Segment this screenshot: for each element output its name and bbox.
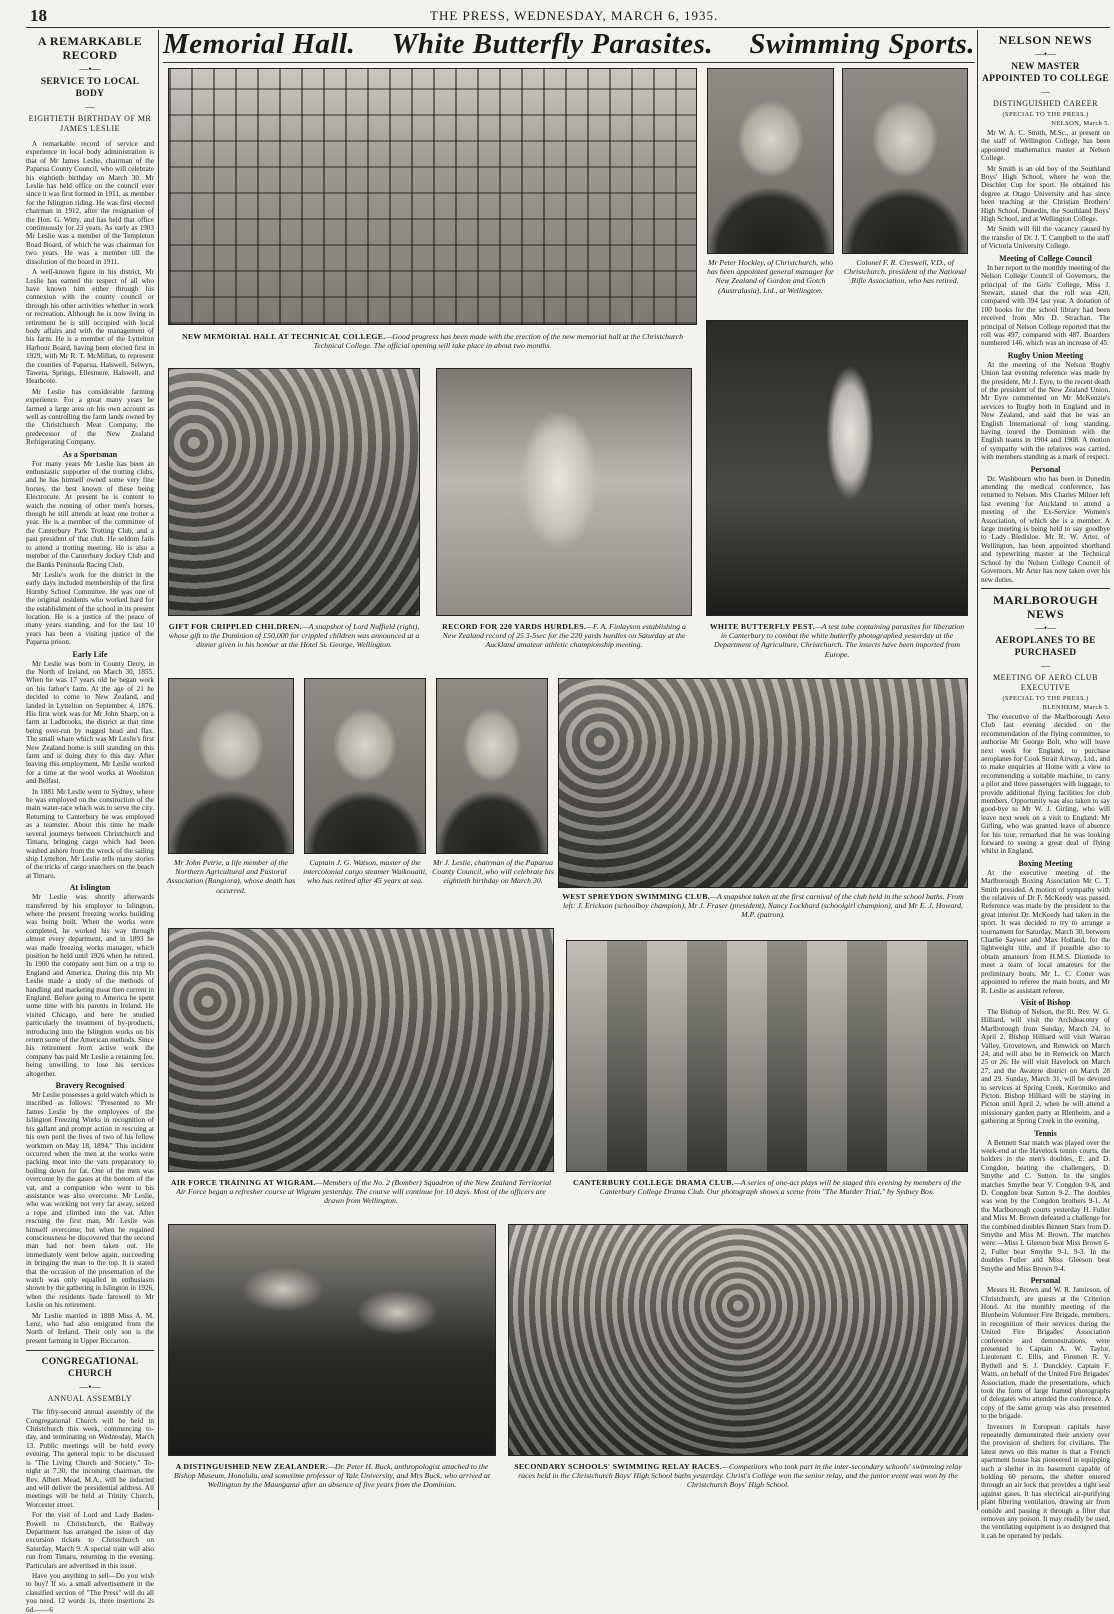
article-heading: CONGREGATIONAL CHURCH [41, 1357, 139, 1380]
air-force-caption [166, 1178, 556, 1206]
column-rule-left [158, 30, 159, 1510]
drama-club-photo [566, 940, 968, 1172]
article-paragraph: A remarkable record of service and experience in local body administration is that of Mr James Leslie, chairman of the Paparua County Council, who will celebrate his eightieth birthday on March 30. Mr Leslie has held office on the council ever since it was first formed in 1911, as member for the Islington riding. He was first elected chairman in 1912, after the resignation of the Hon. G. Witty, and has held that office continuously for 23 years. As early as 1903 Mr Leslie was a member of the Templeton Road Board, of which he was chairman for two years. He was a member till the dissolution of the board in 1911. [26, 140, 154, 266]
leslie-caption [432, 858, 554, 886]
caption-title: SECONDARY SCHOOLS' SWIMMING RELAY RACES. [514, 1462, 723, 1471]
creswell-portrait-photo [842, 68, 968, 254]
page-number: 18 [30, 6, 47, 25]
hurdles-photo [436, 368, 692, 616]
section-rule [26, 1350, 154, 1351]
caption-body: Colonel F. R. Creswell, V.D., of Christchurch, president of the National Rifle Association, who has retired. [843, 258, 967, 286]
article-heading: A REMARKABLE RECORD [37, 34, 143, 62]
banner-part: White Butterfly Parasites. [391, 28, 714, 60]
divider: —•— [1034, 49, 1057, 59]
banner-rule [163, 62, 975, 63]
nuffield-dinner-photo [168, 368, 420, 616]
caption-body: Mr Peter Hockley, of Christchurch, who has been appointed general manager for New Zealand of Gordon and Gotch (Australasia), Ltd., at Wellington. [706, 258, 835, 295]
article-paragraph: For many years Mr Leslie has been an enthusiastic supporter of the trotting clubs, and he has himself owned some very fine horses, the best known of these being Electrocute. At present he is content to watch the running of other men's horses, though he still attends at least one trotter a year. He is a member of the committee of the Canterbury Park Trotting Club, and a past president of that club. He seldom fails to attend a trotting meeting. He is also a member of the Canterbury Jockey Club and the Banks Peninsula Racing Club. [26, 459, 154, 569]
article-subheading: AEROPLANES TO BE PURCHASED [995, 635, 1096, 658]
right-column [981, 30, 1110, 1540]
caption-title: A DISTINGUISHED NEW ZEALANDER. [175, 1462, 328, 1471]
watson-portrait-photo [304, 678, 426, 854]
drama-club-caption [564, 1178, 970, 1196]
petrie-portrait-photo [168, 678, 294, 854]
article-paragraph: The executive of the Marlborough Aero Club last evening decided on the recommendation of the flying committee, to authorise Mr George Bolt, who will leave next week for England, to purchase aeroplanes for Cook Strait Airway, Ltd., and to make enquiries at Home with a view to recommending a suitable machine, to carry a pilot and three passengers with luggage, to provide additional flying facilities for club members. Opportunity was also taken to say good-bye to Mr W. J. Girling, who will leave next week on a visit to England. Mr Girling, who was granted leave of absence for his tour, remarked that he was looking forward to seeing a great deal of flying whilst in England. [981, 712, 1110, 856]
section-subhead: Visit of Bishop [1020, 997, 1071, 1007]
article-paragraph: For the visit of Lord and Lady Baden-Powell to Christchurch, the Railway Department has arranged the issue of day excursion tickets to Christchurch on Saturday, March 9. A special train will also run from Timaru, returning in the evening. Particulars are advertised in this issue. [26, 1511, 154, 1570]
caption-title: NEW MEMORIAL HALL AT TECHNICAL COLLEGE. [182, 332, 386, 341]
caption-title: CANTERBURY COLLEGE DRAMA CLUB. [573, 1178, 734, 1187]
section-subhead: Bravery Recognised [55, 1081, 125, 1091]
watson-caption [300, 858, 430, 886]
dateline: NELSON, March 5. [1051, 120, 1110, 127]
article-paragraph: A Bennett Star match was played over the week-end at the Havelock tennis courts, the holders in the men's doubles, E. and D. Congdon, beating the challengers, D. Smythe and C. Sutton. In the singles matches Smythe beat V. Congdon 9-8, and D. Congdon beat Sutton 9-2. The doubles was won by the Congdon brothers 9-1. At the Marlborough courts yesterday H. Fuller and Miss M. Brown defeated a challenge for the combined doubles Bennett Stars from D. Smythe and Miss M. Brown. The matches were:—Miss I. Gleeson beat Miss Brown 6-2, Fuller beat Smythe 9-1, 9-3. In the doubles Fuller and Miss Gleeson beat Smythe and Miss Brown 9-4. [981, 1138, 1110, 1273]
crippled-children-caption [168, 622, 420, 650]
hockley-portrait-photo [707, 68, 834, 254]
divider: —•— [1034, 622, 1057, 633]
left-column [26, 30, 154, 1614]
section-subhead: At Islington [69, 883, 111, 893]
section-subhead: Personal [1030, 464, 1061, 474]
article-subsubheading: EIGHTIETH BIRTHDAY OF MR JAMES LESLIE [28, 114, 152, 133]
creswell-caption [838, 258, 972, 286]
divider: —•— [79, 1382, 101, 1393]
buck-couple-photo [168, 1224, 496, 1456]
caption-body: —Good progress has been made with the erection of the new memorial hall at the Christchurch Technical College. The official opening will take place in about two months. [313, 332, 683, 351]
article-paragraph: Mr W. A. C. Smith, M.Sc., at present on the staff of Wellington College, has been appointed mathematics master at Nelson College. [981, 129, 1110, 163]
dateline: BLENHEIM, March 5. [1042, 703, 1110, 711]
special-byline: (SPECIAL TO THE PRESS.) [1002, 694, 1089, 702]
caption-body: —F. A. Finlayson establishing a New Zealand record of 25 3-5sec for the 220 yards hurdles on Saturday at the Auckland amateur athletic championship meeting. [442, 622, 686, 650]
hurdles-caption [436, 622, 692, 650]
memorial-hall-photo [168, 68, 697, 325]
hockley-caption [704, 258, 837, 295]
relay-swimmers-photo [508, 1224, 968, 1456]
caption-title: WHITE BUTTERFLY PEST. [709, 622, 815, 631]
article-paragraph: Mr Leslie has considerable farming experience. For a great many years he farmed a large area on his own account as well as controlling the farm lands owned by the Christchurch Meat Company, the predecessor of the New Zealand Refrigerating Company. [26, 387, 154, 447]
caption-body: —Dr. Peter H. Buck, anthropologist attached to the Bishop Museum, Honolulu, and sometime professor of Yale University, and Mrs Buck, who arrived at Wellington by the Maunganui after an absence of five years from the Dominion. [173, 1462, 491, 1490]
memorial-hall-caption [168, 332, 697, 350]
caption-body: —A series of one-act plays will be staged this evening by members of the Canterbury College Drama Club. Our photograph shows a scene from "The Murder Trial," by Sydney Box. [599, 1178, 961, 1197]
article-heading: MARLBOROUGH NEWS [993, 592, 1098, 621]
article-paragraph: Mr Leslie's work for the district in the early days included membership of the first Hornby School Committee. He was one of the original residents who worked hard for the establishment of the school in its present location. He is a justice of the peace of many years standing, and for the last 10 years has been a visiting justice of the Paparua prison. [26, 570, 154, 647]
article-paragraph: The Bishop of Nelson, the Rt. Rev. W. G. Hilliard, will visit the Archdeaconry of Marlborough from Sunday, March 24, to April 2. Bishop Hilliard will visit Wairau Valley, Grovetown, and Renwick on March 24, and will also be in Renwick on March 25 or 26. He will visit Havelock on March 27, and the Awatere district on March 28 and 29. Sunday, March 31, will be devoted to services at Spring Creek, Koromiko and Picton. Bishop Hilliard will be staying in Picton until April 2, when he will attend a missionary garden party at Blenheim, and a gathering at Spring Creek in the evening. [981, 1007, 1110, 1126]
article-paragraph: Dr. Washbourn who has been in Dunedin attending the medical conference, has returned to Nelson. Mrs Charles Milner left last evening for Auckland to attend a meeting of the Ex-Service Women's Association, of which she is a member. A large meeting is being held to say goodbye to Lady Bledisloe. Mr R. W. Arter, of Wellington, has been appointed shorthand and typewriting master at the Technical School by the Nelson College Council of Governors. Mr Arter has now taken over his new duties. [981, 474, 1110, 584]
article-subheading: ANNUAL ASSEMBLY [47, 1394, 133, 1404]
article-paragraph: Mr Smith will fill the vacancy caused by the transfer of Dr. J. T. Campbell to the staff of Victoria University College. [981, 225, 1110, 251]
butterfly-test-tube-photo [706, 320, 968, 616]
article-paragraph: At the meeting of the Nelson Rugby Union last evening reference was made by the president, Mr J. Eyre, to the recent death of the president of the New Zealand Union, Mr Eyre commented on Mr McKenzie's services to Rugby both in England and in New Zealand, and said that he was an English International of long standing, having toured the Dominion with the English teams in 1904 and 1908. A motion of sympathy with the relatives was carried, with members standing as a mark of respect. [981, 360, 1110, 462]
classified-advert: Have you anything to sell—Do you wish to buy? If so, a small advertisement in the classified section of "The Press" will do all you need. 12 words 1s, three insertions 2s 6d.——6 [26, 1571, 154, 1614]
divider: — [85, 102, 95, 112]
article-paragraph: Mr Leslie was shortly afterwards transferred by his employer to Islington, where the present freezing works building was being built. When the works were completed, he worked his way through almost every department, and in 1893 he was made freezing works manager, which position he held until 1926 when he retired. In 1900 the company sent him on a trip to England and America. During this trip Mr Leslie made a study of the methods of handling and marketing meat then current in England. Before going to America he spent some time with his parents in Ireland. He visited Chicago, and here he studied particularly the treatment of by-products, introducing into the Islington works on his return some of the American methods. Since his retirement from active work the company has paid Mr Leslie a retaining fee, being unwilling to lose his services altogether. [26, 893, 154, 1078]
article-paragraph: At the executive meeting of the Marlborough Boxing Association Mr C. T. Smith presided. A motion of sympathy with the relatives of Dr F. McKeedy was passed. Reference was made by the president to the great interest Dr. McKeedy had taken in the sport. It was decided to try to arrange a tournament for Saturday, March 30, between Charlie Saywer and Max Holland, for the lightweight title, and if possible also to obtain amateurs from H.M.S. Diomede to meet a team of local amateurs for the preliminary bouts. Mr L. C. Cotter was appointed to referee the main bouts, and Mr R. Leslie as assistant referee. [981, 868, 1110, 995]
caption-title: RECORD FOR 220 YARDS HURDLES. [442, 622, 587, 631]
butterfly-caption [706, 622, 968, 659]
caption-body: —Members of the No. 2 (Bomber) Squadron of the New Zealand Territorial Air Force began a refresher course at Wigram yesterday. The course will continue for 10 days. Most of the officers are drawn from Wellington. [176, 1178, 552, 1206]
caption-body: Mr J. Leslie, chairman of the Paparua County Council, who will celebrate his eightieth birthday on March 30. [432, 858, 554, 886]
caption-body: —A test tube containing parasites for liberation in Canterbury to combat the white butterfly photographed yesterday at the Department of Agriculture, Christchurch. The insects have been imported from Europe. [713, 622, 965, 659]
petrie-caption [164, 858, 298, 895]
article-paragraph: A well-known figure in his district, Mr Leslie has earned the respect of all who have known him either through his connexion with the county council or through his other activities whether in work or recreation. Although he is now living in retirement he is still occupied with local body affairs and with the management of his farm. He is a member of the Lyttelton Harbour Board, having been elected first in 1929, with Mr R. T. McMillan, to represent the counties of Paparua, Halswell, Selwyn, Tawera, Springs, Ellesmere, Halswell, and Heathcote. [26, 268, 154, 386]
article-paragraph: In 1881 Mr Leslie went to Sydney, where he was employed on the construction of the main water-race which was to serve the city. Returning to Canterbury he was employed as a teamster. About this time he made several journeys between Christchurch and Timaru, bringing cargo which had been washed ashore from the wreck of the sailing ship Lyttelton. Mr Leslie tells many stories of the tricks of cargo snatchers on the beach at Timaru. [26, 787, 154, 880]
paper-date: THE PRESS, WEDNESDAY, MARCH 6, 1935. [430, 8, 719, 23]
caption-body: —Competitors who took part in the inter-secondary schools' swimming relay races held in the Christchurch Boys' High School baths yesterday. Christ's College won the senior relay, and the junior event was won by the Christchurch Boys' High School. [518, 1462, 962, 1490]
article-subsubheading: DISTINGUISHED CAREER [993, 99, 1098, 108]
caption-body: Mr John Petrie, a life member of the Northern Agricultural and Pastoral Association (Rangiora), whose death has occurred. [166, 858, 296, 895]
section-subhead: As a Sportsman [62, 449, 118, 459]
spreydon-caption [556, 892, 970, 920]
article-subsubheading: MEETING OF AERO CLUB EXECUTIVE [993, 672, 1098, 692]
article-paragraph: Mr Leslie possesses a gold watch which is inscribed as follows: "Presented to Mr James Leslie by the employees of the Islington Freezing Works in recognition of his gallant and prompt action in rescuing at his own peril the lives of two of his fellow workmen on May 18, 1894." This incident occurred when the men at the works were packing meat into the vats preparatory to boiling down for fat. One of the men was overcome by the gases at the bottom of the vat, and a companion who went to his assistance was also overcome. Mr Leslie, who was working not very far away, seized a rope and climbed into the vat. After rescuing the first man, Mr Leslie was himself overcome; but when he regained consciousness he discovered that the second man had not been taken out. He immediately went below again, succeeding in bringing the man to the top. It is stated that the occasion of the presentation of the watch was only equalled in enthusiasm shown by the gathering in Islington in 1926, when the residents bade farewell to Mr Leslie on his retirement. [26, 1091, 154, 1310]
divider: — [1041, 87, 1050, 97]
article-paragraph: Mr Smith is an old boy of the Southland Boys' High School, where he won the Deschler Cup for sport. He obtained his degree at Otago University and has since been teaching at the Christian Brothers' High School, Dunedin, the Southland Boys' High School, and at Wellington College. [981, 164, 1110, 224]
section-rule [981, 588, 1110, 589]
column-rule-right [977, 30, 978, 1510]
section-subhead: Personal [1030, 1276, 1061, 1286]
divider: — [1041, 660, 1050, 671]
special-byline: (SPECIAL TO THE PRESS.) [1002, 111, 1089, 118]
caption-body: —A snapshot taken at the first carnival of the club held in the school baths. From left: J. Erickson (schoolboy champion), Mr J. Fraser (president), Nancy Lockhard (schoolgirl champion), and Mr E. J. Howard, M.P. (patron). [563, 892, 964, 920]
section-subhead: Rugby Union Meeting [1007, 350, 1084, 360]
banner-part: Swimming Sports. [749, 28, 975, 60]
section-subhead: Meeting of College Council [999, 253, 1092, 263]
section-subhead: Early Life [72, 649, 108, 659]
divider: —•— [79, 64, 101, 74]
article-paragraph: In her report to the monthly meeting of the Nelson College Council of Governors, the principal of the Girls' College, Miss J. Stewart, stated that the roll was 420, compared with 394 last year. A donation of 100 books for the school library had been received from Mrs D. Strachan. The principal of Nelson College reported that the roll was 497, compared with 487. Boarders numbered 146, which was an increase of 45. [981, 263, 1110, 348]
article-subheading: SERVICE TO LOCAL BODY [40, 77, 140, 99]
caption-title: GIFT FOR CRIPPLED CHILDREN. [168, 622, 302, 631]
article-paragraph: Mr Leslie married in 1888 Miss A. M. Lenz, who had also emigrated from the North of Ireland. Their only son is the present farming in Upper Riccarton. [26, 1311, 154, 1345]
article-subheading: NEW MASTER APPOINTED TO COLLEGE [981, 62, 1110, 84]
section-subhead: Boxing Meeting [1018, 858, 1073, 868]
caption-title: AIR FORCE TRAINING AT WIGRAM. [170, 1178, 316, 1187]
caption-body: Captain J. G. Watson, master of the intercolonial cargo steamer Waikouaiti, who has retired after 45 years at sea. [303, 858, 427, 886]
article-heading: NELSON NEWS [998, 33, 1093, 47]
caption-body: —A snapshot of Lord Nuffield (right), whose gift to the Dominion of £50,000 for crippled children was announced at a dinner given in his honour at the Hotel St. George, Wellington. [168, 622, 420, 650]
article-paragraph: The fifty-second annual assembly of the Congregational Church will be held in Christchurch this week, commencing to-day, and terminating on Wednesday, March 13. Public meetings will be held every evening. The general topic to be discussed is "The Living Church and Society." To-night at 7.30, the incoming chairman, the Rev. Albert Mead, M.A., will be inducted and will deliver the presidential address. All meetings will be held at Trinity Church, Worcester street. [26, 1408, 154, 1509]
masthead [30, 6, 1106, 26]
caption-title: WEST SPREYDON SWIMMING CLUB. [562, 892, 710, 901]
article-paragraph: Mr Leslie was born in County Derry, in the North of Ireland, on March 30, 1855. When he was 17 years old he began work on his father's farm. At the age of 21 he decided to come to New Zealand, and landed in Lyttelton on September 4, 1876. His first work was for Mr John Sharp, on a farm at Ladbrooks, the district at that time being over-run by rugged head and flax. The small whare which was Mr Leslie's first New Zealand home is still standing on this farm and is doing duty to this day. After leaving this employment, Mr Leslie worked for a time at the wool works at Woolston and Belfast. [26, 659, 154, 786]
leslie-portrait-photo [436, 678, 548, 854]
relay-caption [506, 1462, 970, 1490]
air-force-group-photo [168, 928, 554, 1172]
page-banner [163, 28, 975, 62]
spreydon-swimming-photo [558, 678, 968, 888]
buck-caption [166, 1462, 498, 1490]
article-paragraph: Messrs H. Brown and W. R. Jamieson, of Christchurch, are guests at the Criterion Hotel. At the monthly meeting of the Blenheim Volunteer Fire Brigade, members, in recognition of their services during the United Fire Brigades' Association conference and demonstrations, were presented to Captain A. W. Taylor, Lieutenant C. Ellis, and Firemen R. V. Bythell and S. J. Dunckley. Captain F. Watts, on behalf of the United Fire Brigades' Association, made the presentations, which took the form of large framed photographs of delegates who attended the conference. A copy of the same group was also presented to the brigade. [981, 1286, 1110, 1421]
article-paragraph: Investors in European capitals have repeatedly demonstrated their anxiety over the provision of shelters for civilians. The latest news on this matter is that a French apartment house has pioneered in equipping such a shelter in its basement capable of holding 60 persons, the shelter entered through an air lock that provides a tight seal against gases. It has electrical air-purifying plant filtering ventilation, drawing air from outside and passing it through a filter that removes any poison. It may readily be used, the ventilating equipment is so designed that it can be operated by pedals. [981, 1422, 1110, 1540]
banner-part: Memorial Hall. [163, 28, 356, 60]
section-subhead: Tennis [1034, 1128, 1057, 1138]
